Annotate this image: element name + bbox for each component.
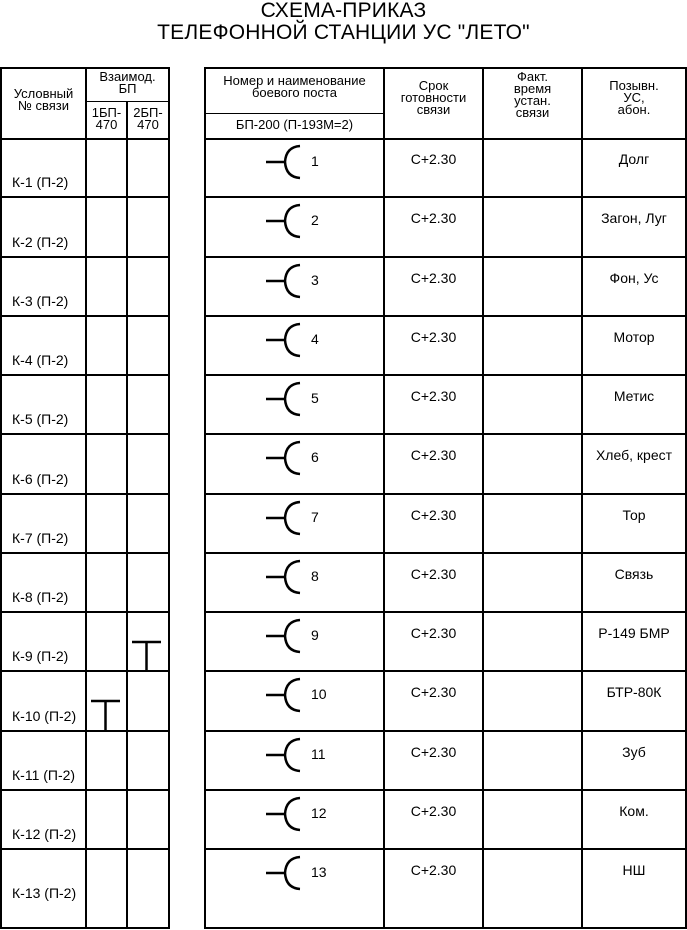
jack-icon <box>266 675 306 715</box>
header-interaction: Взаимод. БП <box>99 69 156 96</box>
conn-label: К-1 (П-2) <box>12 174 69 190</box>
callsign-value: Связь <box>614 566 654 582</box>
jack-icon <box>266 320 306 360</box>
callsign-value: Мотор <box>613 329 655 345</box>
callsign-value: Зуб <box>622 744 646 760</box>
conn-label: К-7 (П-2) <box>12 530 69 546</box>
jack-icon <box>266 498 306 538</box>
jack-icon <box>266 379 306 419</box>
post-number: 6 <box>311 449 319 465</box>
row-line-left <box>0 552 170 554</box>
row-line-right <box>204 315 687 317</box>
row-line-right <box>204 670 687 672</box>
jack-icon <box>266 557 306 597</box>
row-line-right <box>204 196 687 198</box>
jack-icon <box>266 735 306 775</box>
callsign-value: Хлеб, крест <box>595 447 673 463</box>
post-number: 12 <box>311 805 327 821</box>
row-line-left <box>0 374 170 376</box>
callsign-value: Фон, Ус <box>609 270 659 286</box>
post-number: 8 <box>311 568 319 584</box>
row-line-right <box>204 256 687 258</box>
jack-icon <box>266 794 306 834</box>
jack-icon <box>266 853 306 893</box>
callsign-value: Тор <box>622 507 646 523</box>
callsign-value: Метис <box>613 388 655 404</box>
deadline-value: С+2.30 <box>410 803 457 819</box>
deadline-value: С+2.30 <box>410 210 457 226</box>
deadline-value: С+2.30 <box>410 625 457 641</box>
conn-label: К-3 (П-2) <box>12 293 69 309</box>
header-actual: Факт. время устан. связи <box>513 69 552 120</box>
callsign-value: Долг <box>618 151 650 167</box>
jack-icon <box>266 438 306 478</box>
row-line-left <box>0 730 170 732</box>
post-number: 13 <box>311 864 327 880</box>
jack-icon <box>266 142 306 182</box>
row-line-right <box>204 374 687 376</box>
post-number: 4 <box>311 331 319 347</box>
deadline-value: С+2.30 <box>410 507 457 523</box>
col-line-b <box>126 102 128 927</box>
post-number: 5 <box>311 390 319 406</box>
header-post-sub: БП-200 (П-193М=2) <box>235 117 354 132</box>
top-border-right <box>204 67 687 69</box>
header-bp1: 1БП- 470 <box>91 105 122 132</box>
callsign-value: БТР-80К <box>606 684 662 700</box>
conn-label: К-11 (П-2) <box>12 767 76 783</box>
conn-label: К-4 (П-2) <box>12 352 69 368</box>
interaction-t-icon <box>90 699 126 733</box>
callsign-value: Загон, Луг <box>601 210 667 226</box>
jack-icon <box>266 201 306 241</box>
header-deadline: Срок готовности связи <box>400 78 467 117</box>
bp-subheader-line <box>85 101 170 102</box>
post-number: 10 <box>311 686 327 702</box>
row-line-left <box>0 315 170 317</box>
header-bottom-left <box>0 138 170 140</box>
jack-icon <box>266 261 306 301</box>
deadline-value: С+2.30 <box>410 329 457 345</box>
row-line-left <box>0 789 170 791</box>
row-line-right <box>204 552 687 554</box>
row-line-left <box>0 611 170 613</box>
row-line-right <box>204 848 687 850</box>
conn-label: К-13 (П-2) <box>12 885 77 901</box>
row-line-right <box>204 493 687 495</box>
post-number: 1 <box>311 153 319 169</box>
deadline-value: С+2.30 <box>410 744 457 760</box>
page-title-line2: ТЕЛЕФОННОЙ СТАНЦИИ УС "ЛЕТО" <box>157 21 530 44</box>
callsign-value: Ком. <box>619 803 649 819</box>
conn-label: К-5 (П-2) <box>12 411 69 427</box>
row-line-left <box>0 493 170 495</box>
interaction-t-icon <box>131 640 167 674</box>
row-line-left <box>0 256 170 258</box>
deadline-value: С+2.30 <box>410 447 457 463</box>
deadline-value: С+2.30 <box>410 862 457 878</box>
header-callsign: Позывн. УС, абон. <box>609 78 659 117</box>
post-number: 2 <box>311 212 319 228</box>
conn-label: К-12 (П-2) <box>12 826 77 842</box>
row-line-right <box>204 611 687 613</box>
bottom-border-right <box>204 927 687 929</box>
row-line-left <box>0 848 170 850</box>
post-number: 3 <box>311 272 319 288</box>
conn-label: К-8 (П-2) <box>12 589 69 605</box>
deadline-value: С+2.30 <box>410 388 457 404</box>
deadline-value: С+2.30 <box>410 684 457 700</box>
header-bottom-right <box>204 138 687 140</box>
post-number: 9 <box>311 627 319 643</box>
row-line-right <box>204 433 687 435</box>
header-bp2: 2БП- 470 <box>133 105 163 132</box>
callsign-value: НШ <box>622 862 646 878</box>
conn-label: К-2 (П-2) <box>12 234 69 250</box>
header-conditional-no: Условный № связи <box>13 86 74 113</box>
row-line-right <box>204 730 687 732</box>
post-number: 7 <box>311 509 319 525</box>
row-line-left <box>0 196 170 198</box>
bottom-border-left <box>0 927 170 929</box>
conn-label: К-6 (П-2) <box>12 471 69 487</box>
page-title-line1: СХЕМА-ПРИКАЗ <box>260 0 427 22</box>
jack-icon <box>266 616 306 656</box>
deadline-value: С+2.30 <box>410 151 457 167</box>
post-subheader-line <box>204 113 385 114</box>
row-line-right <box>204 789 687 791</box>
conn-label: К-9 (П-2) <box>12 648 69 664</box>
header-post: Номер и наименование боевого поста <box>223 73 366 100</box>
conn-label: К-10 (П-2) <box>12 708 77 724</box>
deadline-value: С+2.30 <box>410 566 457 582</box>
callsign-value: Р-149 БМР <box>598 625 670 641</box>
row-line-left <box>0 433 170 435</box>
deadline-value: С+2.30 <box>410 270 457 286</box>
post-number: 11 <box>311 746 326 762</box>
